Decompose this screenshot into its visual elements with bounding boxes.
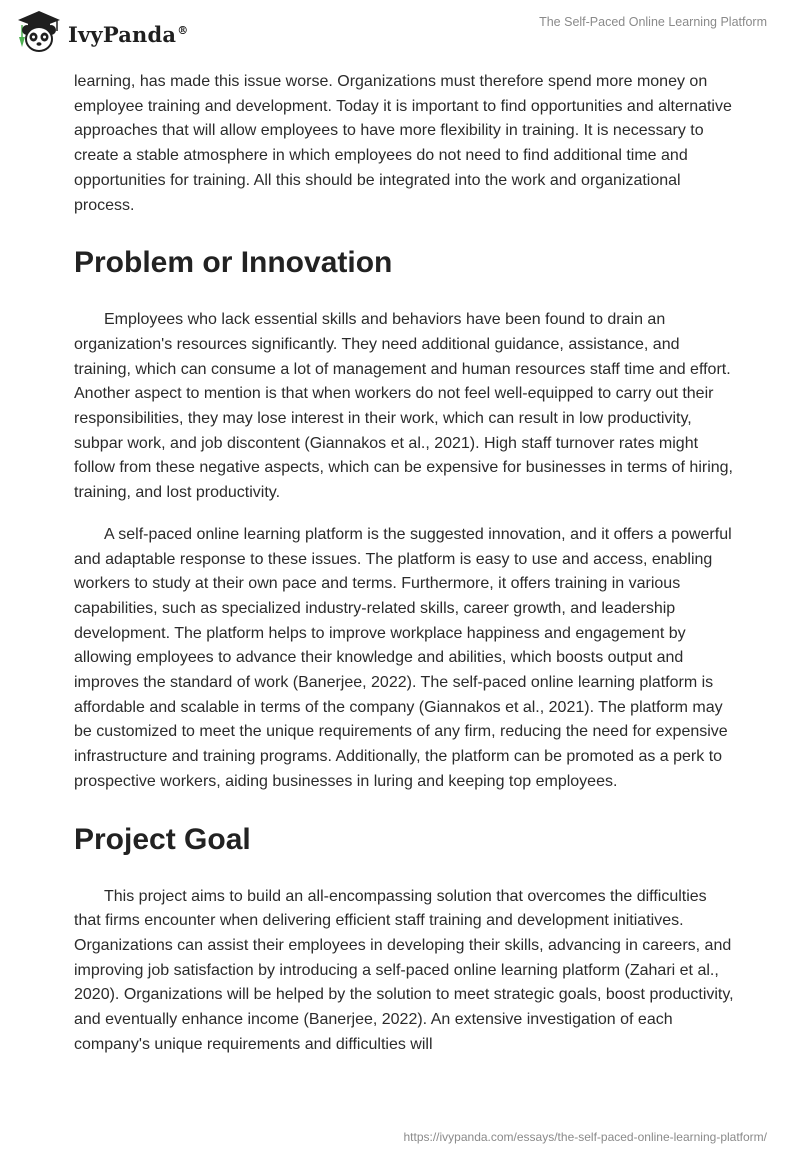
problem-paragraph-1: Employees who lack essential skills and behaviors have been found to drain an organization's resources significantly. They need additional guidance, assistance, and training, which can consume a lot of management and human resources staff time and effort. Another aspect to mention is that when workers do not feel well-equipped to carry out their responsibilities, they may lose interest in their work, which can result in low productivity, subpar work, and job discontent (Giannakos et al., 2021). High staff turnover rates might follow from these negative aspects, which can be expensive for businesses in terms of hiring, training, and lost productivity. bbox=[74, 311, 733, 502]
section-heading-goal: Project Goal bbox=[74, 822, 251, 856]
intro-paragraph: learning, has made this issue worse. Organizations must therefore spend more money on employee training and development. Today it is important to find opportunities and alternative approaches that will allow employees to have more flexibility in training. It is necessary to create a stable atmosphere in which employees do not need to find additional time and opportunities for training. All this should be integrated into the work and organizational process. bbox=[74, 73, 732, 214]
brand-name: IvyPanda® bbox=[68, 21, 189, 47]
essay-content bbox=[74, 70, 734, 1058]
page-header bbox=[0, 0, 800, 66]
problem-paragraph-2: A self-paced online learning platform is the suggested innovation, and it offers a powerful and adaptable response to these issues. The platform is easy to use and access, enabling workers to study at their own pace and terms. Furthermore, it offers training in various capabilities, such as specialized industry-related skills, career growth, and leadership development. The platform helps to improve workplace happiness and engagement by allowing employees to advance their knowledge and abilities, which boosts output and improves the standard of work (Banerjee, 2022). The self-paced online learning platform is affordable and scalable in terms of the company (Giannakos et al., 2021). The platform may be customized to meet the unique requirements of any firm, reducing the need for expensive infrastructure and training programs. Additionally, the platform can be promoted as a perk to prospective workers, aiding businesses in luring and keeping top employees. bbox=[74, 525, 732, 790]
document-title: The Self-Paced Online Learning Platform bbox=[539, 15, 767, 29]
ivypanda-logo[interactable] bbox=[14, 9, 188, 55]
section-heading-problem: Problem or Innovation bbox=[74, 246, 393, 280]
panda-graduate-icon bbox=[14, 9, 64, 55]
goal-paragraph-1: This project aims to build an all-encompassing solution that overcomes the difficulties that firms encounter when delivering efficient staff training and development initiatives. Organizations can assist their employees in developing their skills, advancing in careers, and improving job satisfaction by introducing a self-paced online learning platform (Zahari et al., 2020). Organizations will be helped by the solution to meet strategic goals, boost productivity, and eventually enhance income (Banerjee, 2022). An extensive investigation of each company's unique requirements and difficulties will bbox=[74, 887, 734, 1053]
source-url[interactable]: https://ivypanda.com/essays/the-self-paced-online-learning-platform/ bbox=[403, 1130, 767, 1144]
